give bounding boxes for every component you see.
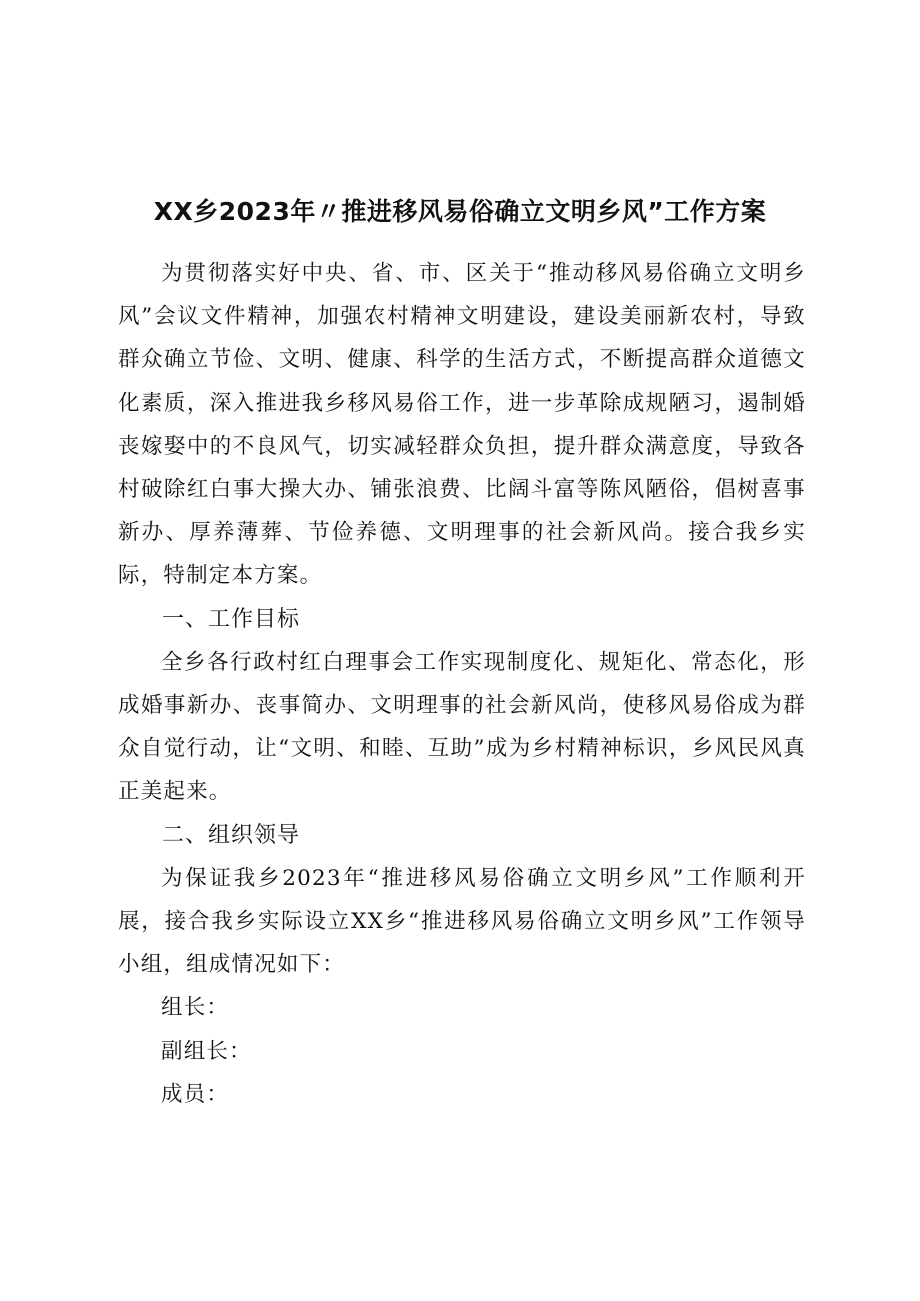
document-body xyxy=(118,252,806,1116)
organization-paragraph: 为保证我乡2023年“推进移风易俗确立文明乡风”工作顺利开展，接合我乡实际设立XX乡“推进移风易俗确立文明乡风”工作领导小组，组成情况如下： xyxy=(118,865,806,978)
deputy-leader-line: 副组长： xyxy=(161,1038,252,1064)
section-heading-organization: 二、组织领导 xyxy=(162,822,301,848)
members-line: 成员： xyxy=(161,1081,230,1107)
section-heading-goals: 一、工作目标 xyxy=(162,606,301,632)
leader-line: 组长： xyxy=(161,995,230,1021)
goals-paragraph: 全乡各行政村红白理事会工作实现制度化、规矩化、常态化，形成婚事新办、丧事简办、文明理事的社会新风尚，使移风易俗成为群众自觉行动，让“文明、和睦、互助”成为乡村精神标识，乡风民风真正美起来。 xyxy=(118,649,806,805)
intro-paragraph: 为贯彻落实好中央、省、市、区关于“推动移风易俗确立文明乡风”会议文件精神，加强农村精神文明建设，建设美丽新农村，导致群众确立节俭、文明、健康、科学的生活方式，不断提高群众道德文化素质，深入推进我乡移风易俗工作，进一步革除成规陋习，遏制婚丧嫁娶中的不良风气，切实减轻群众负担，提升群众满意度，导致各村破除红白事大操大办、铺张浪费、比阔斗富等陈风陋俗，倡树喜事新办、厚养薄葬、节俭养德、文明理事的社会新风尚。接合我乡实际，特制定本方案。 xyxy=(118,261,806,589)
document-title: XX乡2023年〃推进移风易俗确立文明乡风”工作方案 xyxy=(153,197,767,226)
